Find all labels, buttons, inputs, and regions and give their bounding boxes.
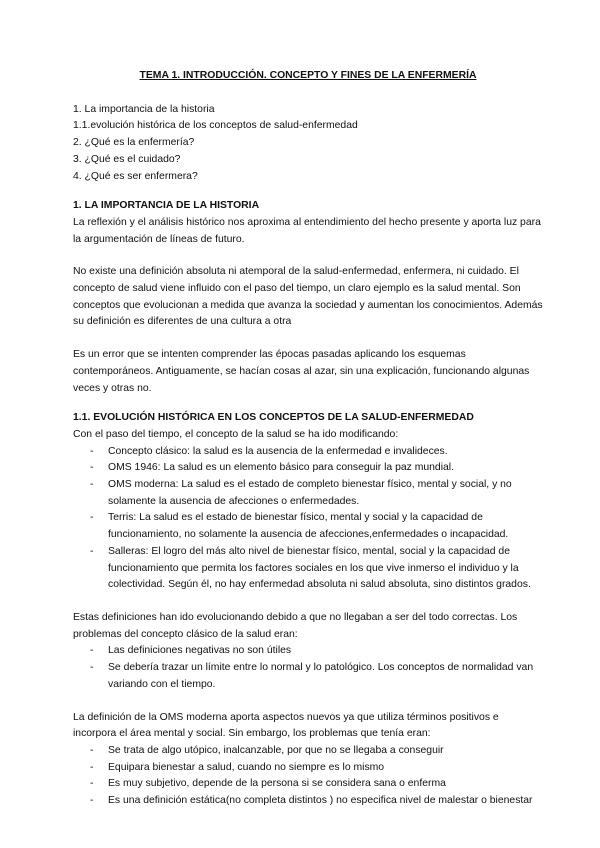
toc-item: 4. ¿Qué es ser enfermera?	[73, 170, 198, 182]
oms-problems-list	[73, 743, 543, 810]
paragraph: Es un error que se intenten comprender las épocas pasadas aplicando los esquemas contemporáneos. Antiguamente, se hacían cosas al azar, sin una explicación, funcionando algunas veces y otras no.	[73, 349, 530, 394]
classic-problems-list	[73, 643, 543, 693]
paragraph: Con el paso del tiempo, el concepto de la salud se ha ido modificando:	[73, 428, 399, 440]
toc-item: 2. ¿Qué es la enfermería?	[73, 137, 195, 149]
toc-item: 3. ¿Qué es el cuidado?	[73, 153, 181, 165]
toc-item: 1.1.evolución histórica de los conceptos de salud-enfermedad	[73, 120, 358, 132]
paragraph: Estas definiciones han ido evolucionando debido a que no llegaban a ser del todo correctas. Los problemas del concepto clásico de la salud eran:	[73, 611, 518, 640]
document-title: TEMA 1. INTRODUCCIÓN. CONCEPTO Y FINES DE LA ENFERMERÍA	[139, 70, 477, 81]
list-item: - Salleras: El logro del más alto nivel de bienestar físico, mental, social y la capacidad de funcionamiento que permita los factores sociales en los que vive inmerso el individuo y la colectividad. Según él, no hay enfermedad absoluta ni salud absoluta, sino distintos grados.	[73, 544, 543, 594]
list-item: - OMS moderna: La salud es el estado de completo bienestar físico, mental y social, y no solamente la ausencia de afecciones o enfermedades.	[73, 477, 543, 510]
table-of-contents	[73, 102, 543, 186]
section-heading-history: 1. LA IMPORTANCIA DE LA HISTORIA	[73, 200, 260, 212]
list-item: - Es una definición estática(no completa distintos ) no especifica nivel de malestar o bienestar	[73, 793, 543, 810]
definitions-list	[73, 444, 543, 594]
paragraph: No existe una definición absoluta ni atemporal de la salud-enfermedad, enfermera, ni cuidado. El concepto de salud viene influido con el paso del tiempo, un claro ejemplo es la salud mental. Son conceptos que evolucionan a medida que avanza la sociedad y aumentan los conocimientos. Además su definición es diferentes de una cultura a otra	[73, 266, 543, 328]
paragraph: La reflexión y el análisis histórico nos aproxima al entendimiento del hecho presente y aporta luz para la argumentación de líneas de futuro.	[73, 216, 541, 245]
list-item: - OMS 1946: La salud es un elemento básico para conseguir la paz mundial.	[73, 460, 543, 477]
paragraph: La definición de la OMS moderna aporta aspectos nuevos ya que utiliza términos positivos e incorpora el área mental y social. Sin embargo, los problemas que tenía eran:	[73, 711, 499, 740]
toc-item: 1. La importancia de la historia	[73, 103, 215, 115]
document-page	[73, 68, 543, 810]
list-item: - Se debería trazar un límite entre lo normal y lo patológico. Los conceptos de normalidad van variando con el tiempo.	[73, 660, 543, 693]
list-item: - Es muy subjetivo, depende de la persona si se considera sana o enferma	[73, 776, 543, 793]
section-heading-evolution: 1.1. EVOLUCIÓN HISTÓRICA EN LOS CONCEPTOS DE LA SALUD-ENFERMEDAD	[73, 412, 474, 424]
list-item: - Las definiciones negativas no son útiles	[73, 643, 543, 660]
list-item: - Equipara bienestar a salud, cuando no siempre es lo mismo	[73, 760, 543, 777]
list-item: - Se trata de algo utópico, inalcanzable, por que no se llegaba a conseguir	[73, 743, 543, 760]
list-item: - Terris: La salud es el estado de bienestar físico, mental y social y la capacidad de funcionamiento, no solamente la ausencia de afecciones,enfermedades o incapacidad.	[73, 510, 543, 543]
list-item: - Concepto clásico: la salud es la ausencia de la enfermedad e invalideces.	[73, 444, 543, 461]
